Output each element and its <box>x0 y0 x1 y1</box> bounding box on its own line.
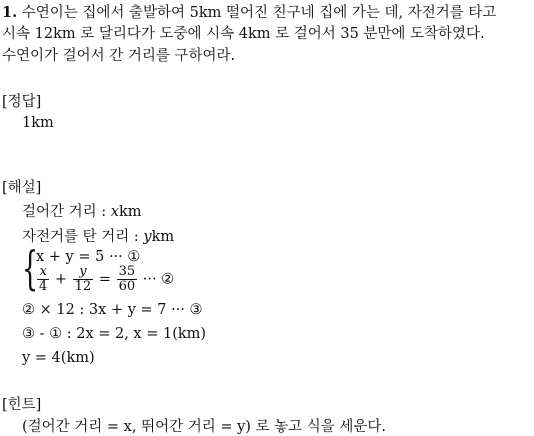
problem-text-1: 수연이는 집에서 출발하여 5km 떨어진 친구네 집에 가는 데, 자전거를 타고 <box>21 5 497 21</box>
step-1: ② × 12 : 3x + y = 7 ··· ③ <box>22 302 203 318</box>
walk-var: x <box>110 204 119 220</box>
hint-text: (걸어간 거리 = x, 뛰어간 거리 = y) 로 놓고 식을 세운다. <box>22 419 387 435</box>
walk-distance-line <box>22 200 141 221</box>
equation-1: x + y = 5 ··· ① <box>36 249 141 265</box>
equation-2 <box>36 265 174 294</box>
answer-header: [정답] <box>2 94 42 110</box>
bike-var: y <box>143 229 152 245</box>
fraction-x-over-4 <box>37 265 49 294</box>
problem-line-2: 시속 12km 로 달리다가 도중에 시속 4km 로 걸어서 35 분만에 도착하였다. <box>2 26 485 42</box>
step-2: ③ - ① : 2x = 2, x = 1(km) <box>22 326 207 342</box>
frac2-den: 12 <box>74 279 92 294</box>
problem-line-3: 수연이가 걸어서 간 거리를 구하여라. <box>2 48 236 64</box>
answer-value: 1km <box>22 115 54 131</box>
frac3-num: 35 <box>118 264 136 279</box>
frac1-num: x <box>37 265 49 280</box>
frac2-num: y <box>73 265 94 280</box>
system-brace: { <box>22 241 39 295</box>
walk-label: 걸어간 거리 : <box>22 204 111 220</box>
eq2-equals: = <box>98 271 111 288</box>
bike-distance-line <box>22 225 174 246</box>
fraction-35-over-60 <box>117 265 138 294</box>
eq2-plus: + <box>54 271 68 288</box>
eq2-tag: ··· ② <box>142 271 175 288</box>
solution-header: [해설] <box>2 180 42 196</box>
walk-unit: km <box>118 204 142 220</box>
frac1-den: 4 <box>39 279 48 294</box>
bike-unit: km <box>151 229 175 245</box>
problem-number: 1. <box>2 4 18 21</box>
hint-header: [힌트] <box>2 397 42 413</box>
fraction-y-over-12 <box>73 265 94 294</box>
step-3: y = 4(km) <box>22 350 95 366</box>
bike-label: 자전거를 탄 거리 : <box>22 229 144 245</box>
problem-line-1 <box>2 2 496 24</box>
frac3-den: 60 <box>118 279 136 294</box>
